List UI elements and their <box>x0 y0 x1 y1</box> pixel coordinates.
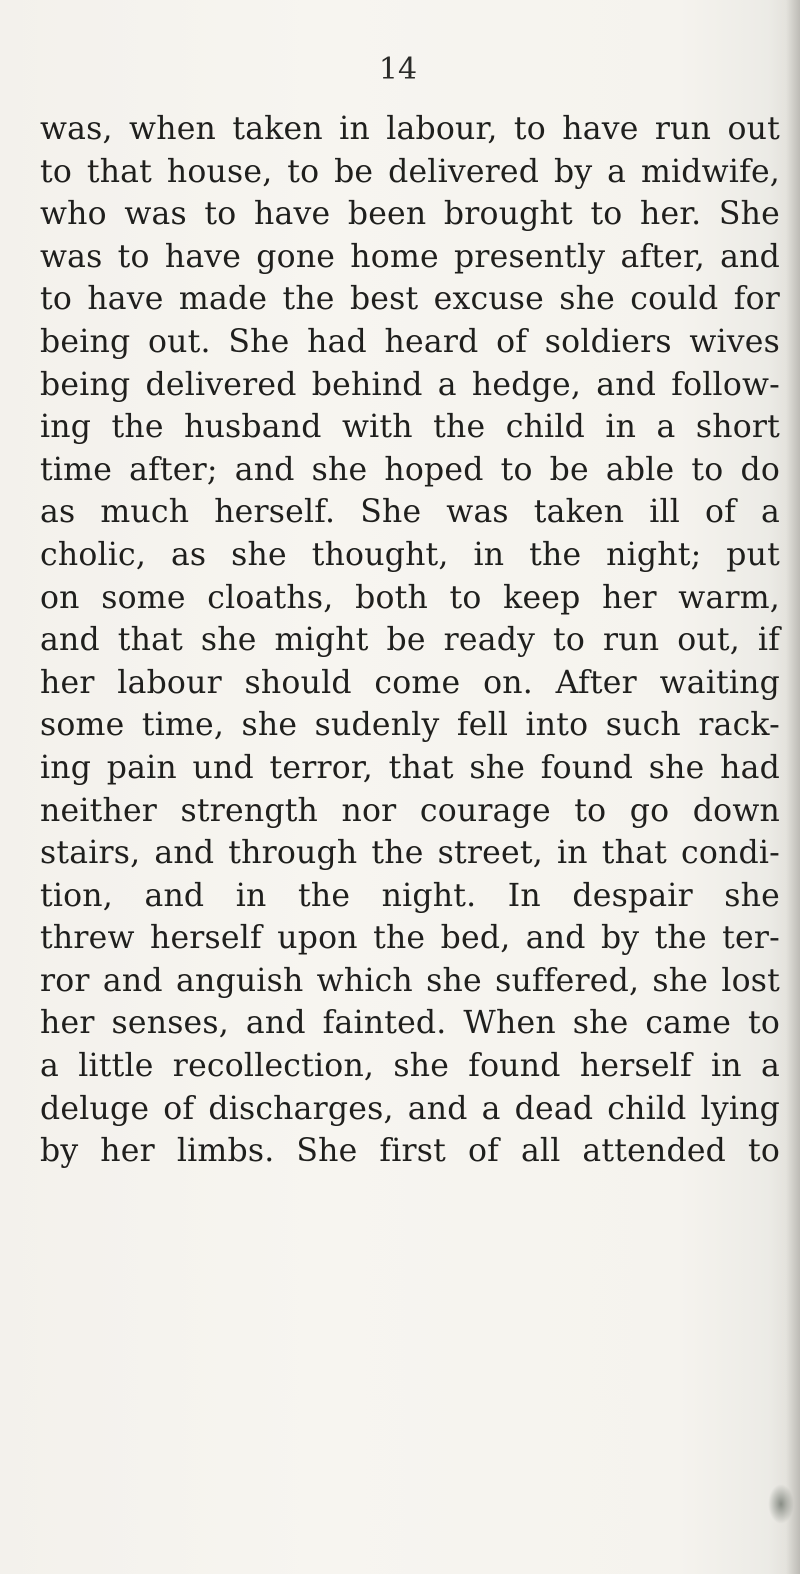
text-line: was to have gone home presently after, and <box>40 238 780 275</box>
text-line: neither strength nor courage to go down <box>40 792 780 829</box>
text-line: ing the husband with the child in a short <box>40 409 780 446</box>
text-line: tion, and in the night. In despair she <box>40 877 780 914</box>
text-line: being delivered behind a hedge, and follow- <box>40 366 780 403</box>
text-line: time after; and she hoped to be able to do <box>40 451 780 488</box>
text-line: cholic, as she thought, in the night; put <box>40 536 780 573</box>
text-line: a little recollection, she found herself in a <box>40 1048 780 1085</box>
text-line: and that she might be ready to run out, if <box>40 622 780 659</box>
text-line: to have made the best excuse she could for <box>40 281 780 318</box>
ink-stain <box>768 1484 794 1524</box>
text-line: was, when taken in labour, to have run out <box>40 111 780 147</box>
page-edge-shadow <box>786 0 800 1574</box>
page-number: 14 <box>378 52 418 87</box>
text-line: some time, she sudenly fell into such rack- <box>40 707 780 744</box>
text-line: threw herself upon the bed, and by the ter- <box>40 920 780 957</box>
text-line: by her limbs. She first of all attended to <box>40 1133 780 1170</box>
text-line: her labour should come on. After waiting <box>40 664 780 701</box>
text-line: stairs, and through the street, in that condi- <box>40 835 780 872</box>
text-line: ror and anguish which she suffered, she lost <box>40 962 780 999</box>
text-line: as much herself. She was taken ill of a <box>40 494 780 531</box>
text-line: deluge of discharges, and a dead child lying <box>40 1090 780 1127</box>
text-line: being out. She had heard of soldiers wives <box>40 323 780 360</box>
text-line: to that house, to be delivered by a midwife, <box>40 153 780 190</box>
body-text <box>40 108 780 1173</box>
text-line: her senses, and fainted. When she came to <box>40 1005 780 1042</box>
text-line: who was to have been brought to her. She <box>40 196 780 233</box>
text-line: on some cloaths, both to keep her warm, <box>40 579 780 616</box>
text-line: ing pain und terror, that she found she had <box>40 749 780 786</box>
